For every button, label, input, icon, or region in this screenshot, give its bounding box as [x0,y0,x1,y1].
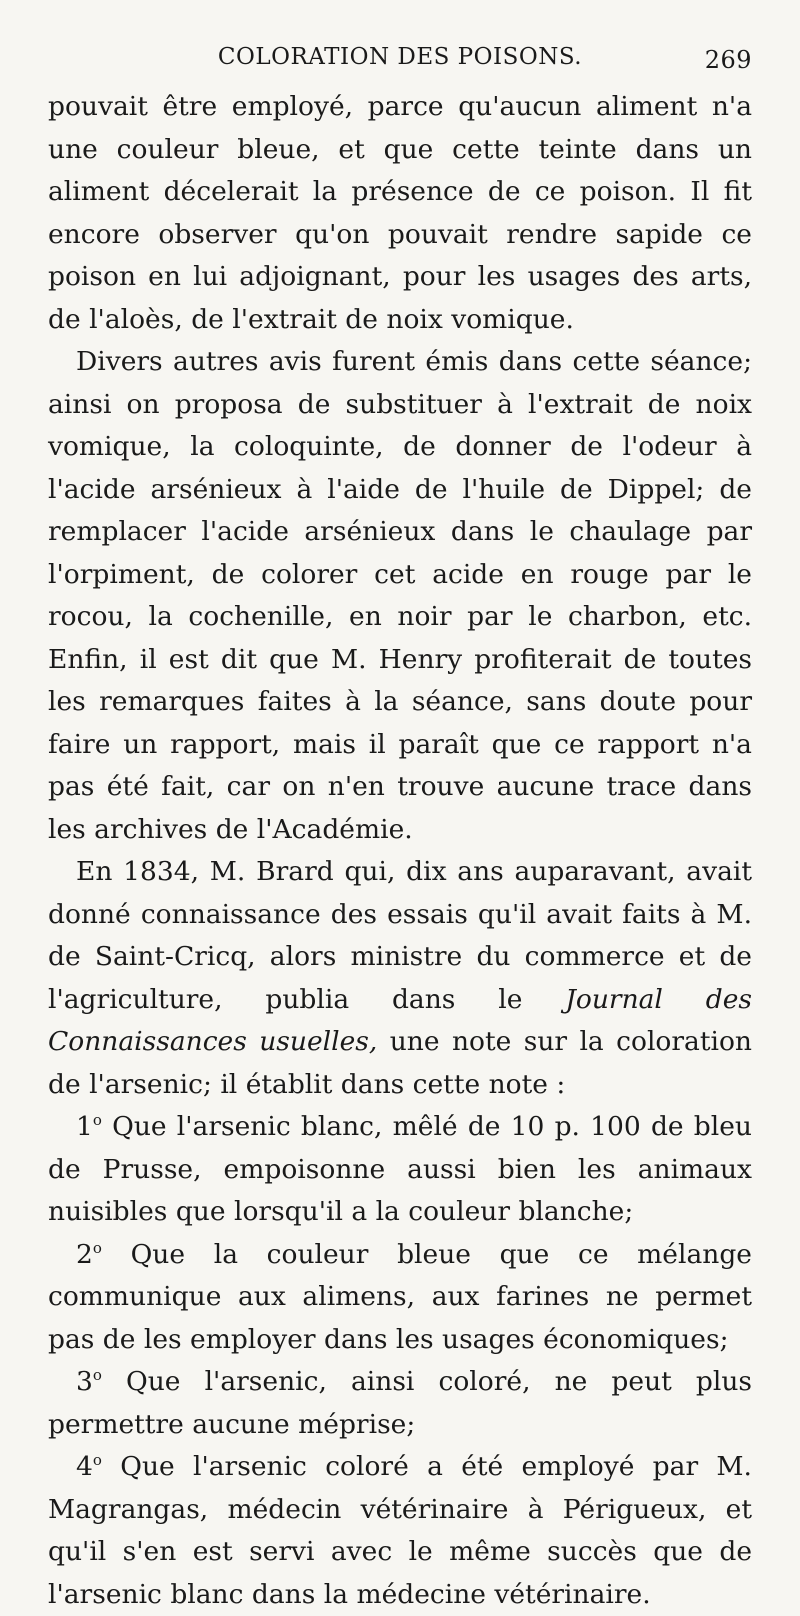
list-item [48,1234,752,1362]
item-text: Que l'arsenic, ainsi coloré, ne peut plus permettre aucune méprise; [48,1366,752,1440]
paragraph-2: Divers autres avis furent émis dans cette séance; ainsi on proposa de substituer à l'extrait de noix vomique, la coloquinte, de donner de l'odeur à l'acide arsénieux à l'aide de l'huile de Dippel; de remplacer l'acide arsénieux dans le chaulage par l'orpiment, de colorer cet acide en rouge par le rocou, la cochenille, en noir par le charbon, etc. Enfin, il est dit que M. Henry profiterait de toutes les remarques faites à la séance, sans doute pour faire un rapport, mais il paraît que ce rapport n'a pas été fait, car on n'en trouve aucune trace dans les archives de l'Académie. [48,346,752,845]
list-item [48,1361,752,1446]
paragraph-3 [48,851,752,1106]
item-text: Que l'arsenic coloré a été employé par M. Magrangas, médecin vétérinaire à Périgueux, et qu'il s'en est servi avec le même succès que de l'arsenic blanc dans la médecine vétérinaire. [48,1451,752,1610]
item-number: 4 [76,1451,93,1482]
item-number: 3 [76,1366,93,1397]
item-ordinal: o [92,1238,102,1257]
item-number: 1 [76,1111,93,1142]
item-text: Que l'arsenic blanc, mêlé de 10 p. 100 de bleu de Prusse, empoisonne aussi bien les animaux nuisibles que lorsqu'il a la couleur blanche; [48,1111,752,1227]
item-text: Que la couleur bleue que ce mélange communique aux alimens, aux farines ne permet pas de les employer dans les usages économiques; [48,1238,752,1355]
item-ordinal: o [92,1111,102,1130]
journal-title: Journal des Connaissances usuelles, [48,983,752,1057]
running-header [48,40,752,84]
list-item [48,1106,752,1234]
item-ordinal: o [92,1366,102,1385]
item-number: 2 [76,1238,93,1270]
paragraph-3-text-after: une note sur la coloration de l'arsenic; il établit dans cette note : [48,1026,752,1100]
paragraph-1: pouvait être employé, parce qu'aucun aliment n'a une couleur bleue, et que cette teinte dans un aliment décelerait la présence de ce poison. Il fit encore observer qu'on pouvait rendre sapide ce poison en lui adjoignant, pour les usages des arts, de l'aloès, de l'extrait de noix vomique. [48,91,752,335]
paragraph-3-text-before: En 1834, M. Brard qui, dix ans auparavant, avait donné connaissance des essais qu'il avait faits à M. de Saint-Cricq, alors ministre du commerce et de l'agriculture, publia dans le [48,856,752,1015]
page-body [48,86,752,1616]
list-item [48,1446,752,1616]
page-number: 269 [704,46,752,74]
running-title: COLORATION DES POISONS. [217,44,583,70]
item-ordinal: o [92,1451,102,1470]
